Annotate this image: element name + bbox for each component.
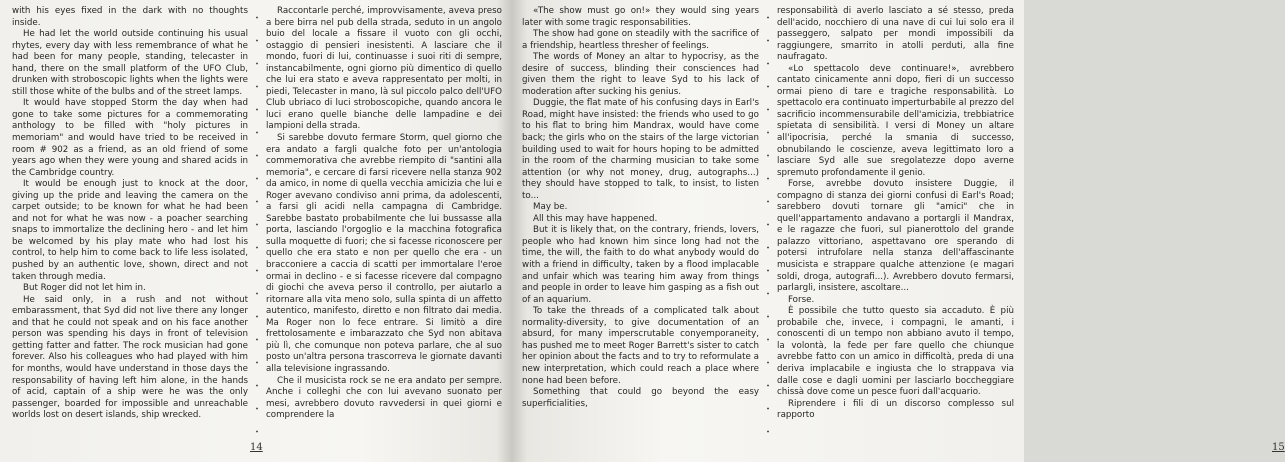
column-divider: [767, 6, 769, 434]
left-italian-column: [266, 6, 502, 434]
paragraph: But Roger did not let him in.: [23, 283, 146, 294]
paragraph: Duggie, the flat mate of his confusing days in Earl's Road, might have insisted: the friends who used to go to his flat to bring him Mandrax, would have come back; the girls who on the stairs of the large victorian building used to wait for hours hoping to be admitted in the room of the charming musician to take some attention (or why not money, drug, autographs...) they should have stopped to talk, to insist, to listen to...: [522, 98, 759, 201]
paragraph: Raccontarle perché, improvvisamente, aveva preso a bere birra nel pub della strada, seduto in un angolo buio del locale a fissare il vuoto con gli occhi, ostaggio di pensieri inesistenti. A lasciare che il mondo, fuori di lui, continuasse i suoi riti di sempre, instancabilmente, ogni giorno più dimentico di quello che lui era stato e aveva rappresentato per molti, in piedi, Telecaster in mano, là sul piccolo palco dell'UFO Club ubriaco di luci stroboscopiche, quando ancora le luci erano quelle bianche delle lampadine e dei lampioni della strada.: [266, 6, 502, 132]
right-page: [512, 0, 1285, 462]
left-english-column: [12, 6, 248, 434]
paragraph: with his eyes fixed in the dark with no thoughts inside.: [12, 6, 248, 28]
paragraph: But it is likely that, on the contrary, friends, lovers, people who had known him since long had not the time, the will, the faith to do what anybody would do with a friend in difficulty, taken by a flood implacable and unfair which was tearing him away from things and people in order to leave him gasping as a fish out of an aquarium.: [522, 225, 759, 305]
left-page: [0, 0, 512, 462]
paragraph: Forse, avrebbe dovuto insistere Duggie, il compagno di stanza dei giorni confusi di Earl's Road; sarebbero dovuti tornare gli "amici" che in quell'appartamento andavano a portargli il Mandrax, e le ragazze che fuori, sul pianerottolo del grande palazzo vittoriano, aspettavano ore sperando di potersi intrufolare nella stanza dell'affascinante musicista e strappare qualche attenzione (e magari soldi, droga, autografi...). Avrebbero dovuto fermarsi, parlargli, insistere, ascoltare...: [777, 179, 1014, 294]
paragraph: The words of Money an altar to hypocrisy, as the desire of success, blinding their consciences had given them the right to leave Syd to his lack of moderation after sucking his genius.: [522, 52, 759, 97]
page-number: 14: [250, 442, 263, 453]
paragraph: Riprendere i fili di un discorso complesso sul rapporto: [777, 398, 1014, 421]
paragraph: He said only, in a rush and not without embarassment, that Syd did not live there any longer and that he could not speak and on his face another person was spending his days in front of television getting fatter and fatter. The rock musician had gone forever. Also his colleagues who had played with him for months, would have understand in those days the responsability of having left him alone, in the hands of acid, captain of a ship were he was the only passenger, boarded for impossible and unreachable worlds lost on desert islands, ship wrecked.: [12, 294, 248, 421]
page-number: 15: [1272, 442, 1285, 453]
right-english-column: [522, 6, 759, 434]
paragraph: It would be enough just to knock at the door, giving up the pride and leaving the camera on the carpet outside; to be known for what he had been and not for what he was now - a poacher searching snaps to immortalize the declining hero - and let him be welcomed by his play mate who had lost his control, to help him to come back to life less isolated, pushed by an authentic love, shown, direct and not taken through media.: [12, 179, 248, 282]
paragraph: responsabilità di averlo lasciato a sé stesso, preda dell'acido, nocchiero di una nave di cui lui solo era il passeggero, salpato per mondi impossibili da raggiungere, smarrito in atolli perduti, alla fine naufragato.: [777, 6, 1014, 63]
paragraph: Si sarebbe dovuto fermare Storm, quel giorno che era andato a fargli qualche foto per un'antologia commemorativa che avrebbe riempito di "santini alla memoria", e cercare di farsi ricevere nella stanza 902 da amico, in nome di quella vecchia amicizia che lui e Roger avevano condiviso anni prima, da adolescenti, a farsi gli acidi nella campagna di Cambridge. Sarebbe bastato probabilmente che lui bussasse alla porta, lasciando l'orgoglio e la macchina fotografica sulla moquette di fuori; che si facesse riconoscere per quello che era stato e non per quello che era - un bracconiere a caccia di scatti per immortalare l'eroe ormai in declino - e si facesse ricevere dal compagno di giochi che aveva perso il controllo, per aiutarlo a ritornare alla vita meno solo, sulla spinta di un affetto autentico, manifesto, diretto e non filtrato dai media. Ma Roger non lo fece entrare. Si limitò a dire frettolosamente e imbarazzato che Syd non abitava più lì, che comunque non poteva parlare, che al suo posto un'altra persona trascorreva le giornate davanti alla televisione ingrassando.: [266, 133, 502, 374]
paragraph: Something that could go beyond the easy superficialities,: [522, 387, 759, 409]
paragraph: May be.: [533, 202, 568, 213]
paragraph: It would have stopped Storm the day when had gone to take some pictures for a commemorating anthology to be filled with "holy pictures in memoriam" and would have tried to be received in room # 902 as a friend, as an old friend of some years ago when they were young and shared acids in the Cambridge country.: [12, 98, 248, 178]
paragraph: He had let the world outside continuing his usual rhytes, every day with less remembrance of what he had been for many people, standing, telecaster in hand, there on the small platform of the UFO Club, drunken with stroboscopic lights when the lights were still those white of the bulbs and of the street lamps.: [12, 29, 248, 97]
paragraph: The show had gone on steadily with the sacrifice of a friendship, heartless thresher of feelings.: [522, 29, 759, 51]
paragraph: All this may have happened.: [533, 213, 658, 224]
paragraph: Che il musicista rock se ne era andato per sempre. Anche i colleghi che con lui avevano suonato per mesi, avrebbero dovuto ravvedersi in quei giorni e comprendere la: [266, 375, 502, 421]
paragraph: To take the threads of a complicated talk about normality-diversity, to give documentation of an absurd, for many imperscrutable conyemporaneity, has pushed me to meet Roger Barrett's sister to catch her opinion about the facts and to try to reformulate a new interpretation, which could reach a place where none had been before.: [522, 306, 759, 386]
paragraph: È possibile che tutto questo sia accaduto. È più probabile che, invece, i compagni, le amanti, i conoscenti di un tempo non abbiano avuto il tempo, la volontà, la fede per fare quello che chiunque avrebbe fatto con un amico in difficoltà, preda di una deriva implacabile e ingiusta che lo strappava via dalle cose e dagli uomini per lasciarlo boccheggiare chissà dove come un pesce fuori dall'acquario.: [777, 306, 1014, 398]
right-italian-column: [777, 6, 1014, 434]
paragraph: Forse.: [788, 294, 815, 305]
paragraph: «Lo spettacolo deve continuare!», avrebbero cantato cinicamente anni dopo, fieri di un successo ormai pieno di tare e tragiche responsabilità. Lo spettacolo era continuato imperturbabile al prezzo del sacrificio incommensurabile dell'amicizia, trebbiatrice spietata di sensibilità. I versi di Money un altare all'ipocrisia, perché la smania di successo, obnubilando le coscienze, aveva legittimato loro a lasciare Syd alle sue sregolatezze dopo averne spremuto profondamente il genio.: [777, 63, 1014, 178]
paragraph: «The show must go on!» they would sing years later with some tragic responsabilities.: [522, 6, 759, 28]
column-divider: [256, 6, 258, 434]
